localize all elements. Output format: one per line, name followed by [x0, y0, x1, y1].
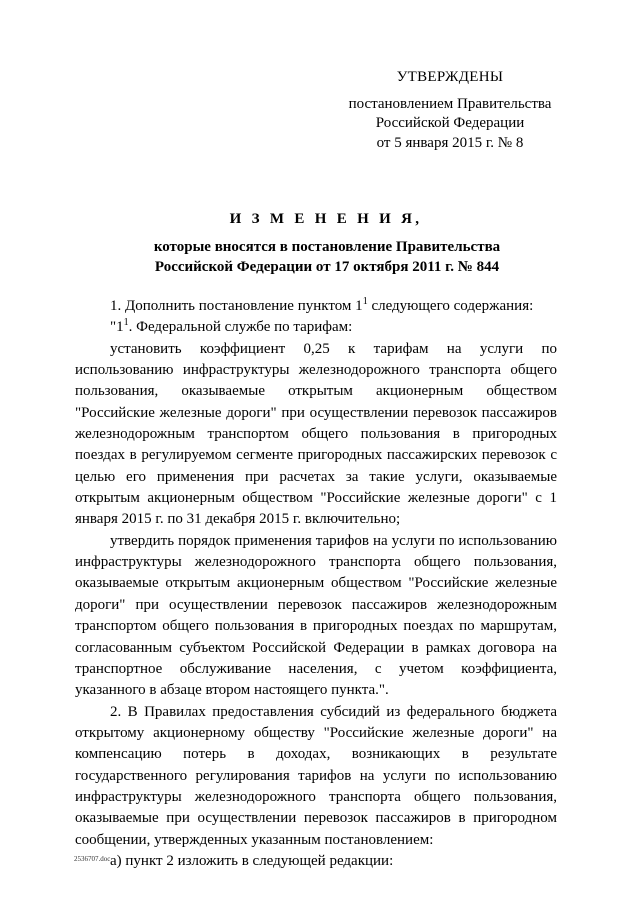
- paragraph-4: утвердить порядок применения тарифов на услуги по использованию инфраструктуры железнодорожного транспорта общего пользования, оказываемые открытым акционерным обществом "Российские железные дороги" при осуществлении перевозок пассажиров железнодорожным транспортом общего пользования в пригородных поездах по маршрутам, согласованным субъектом Российской Федерации в рамках договора на транспортное обслуживание населения, с учетом коэффициента, указанного в абзаце втором настоящего пункта.".: [75, 532, 557, 699]
- paragraph-2: [75, 317, 557, 338]
- paragraph-6: а) пункт 2 изложить в следующей редакции:: [110, 852, 394, 869]
- approval-block: [330, 68, 570, 153]
- approval-line-3: от 5 января 2015 г. № 8: [376, 134, 524, 151]
- document-code: 2536707.doc: [74, 855, 111, 863]
- paragraph-2-text: "1: [110, 319, 124, 336]
- paragraph-1: [75, 296, 557, 317]
- paragraph-3: установить коэффициент 0,25 к тарифам на услуги по использованию инфраструктуры железнодорожного транспорта общего пользования, оказываемые открытым акционерным обществом "Российские железные дороги" при осуществлении перевозок пассажиров железнодорожным транспортом общего пользования в пригородных поездах в регулируемом сегменте пригородных пассажирских перевозок с целью его применения при расчетах за такие услуги, оказываемые открытым акционерным обществом "Российские железные дороги" с 1 января 2015 г. по 31 декабря 2015 г. включительно;: [75, 340, 557, 528]
- heading-subtitle-line-1: которые вносятся в постановление Правительства: [153, 239, 501, 255]
- heading-subtitle-line-2: Российской Федерации от 17 октября 2011 г. № 844: [154, 258, 500, 275]
- approval-line-2: Российской Федерации: [375, 115, 525, 131]
- paragraph-2-superscript: 1: [123, 317, 129, 329]
- document-body: [75, 296, 557, 872]
- approval-line-1: постановлением Правительства: [348, 95, 552, 112]
- paragraph-5: 2. В Правилах предоставления субсидий из федерального бюджета открытому акционерному обществу "Российские железные дороги" на компенсацию потерь в доходах, возникающих в результате государственного регулирования тарифов на услуги по использованию инфраструктуры железнодорожного транспорта общего пользования, оказываемые при осуществлении перевозок пассажиров в пригородном сообщении, утвержденных указанным постановлением:: [75, 703, 557, 848]
- paragraph-1-text: 1. Дополнить постановление пунктом 1: [110, 298, 363, 314]
- paragraph-1-superscript: 1: [362, 296, 368, 307]
- paragraph-2-text-end: . Федеральной службе по тарифам:: [128, 319, 353, 336]
- document-heading: [0, 211, 640, 277]
- approval-title: УТВЕРЖДЕНЫ: [396, 69, 504, 85]
- heading-title: И З М Е Н Е Н И Я,: [229, 211, 423, 227]
- paragraph-1-text-end: следующего содержания:: [367, 298, 534, 314]
